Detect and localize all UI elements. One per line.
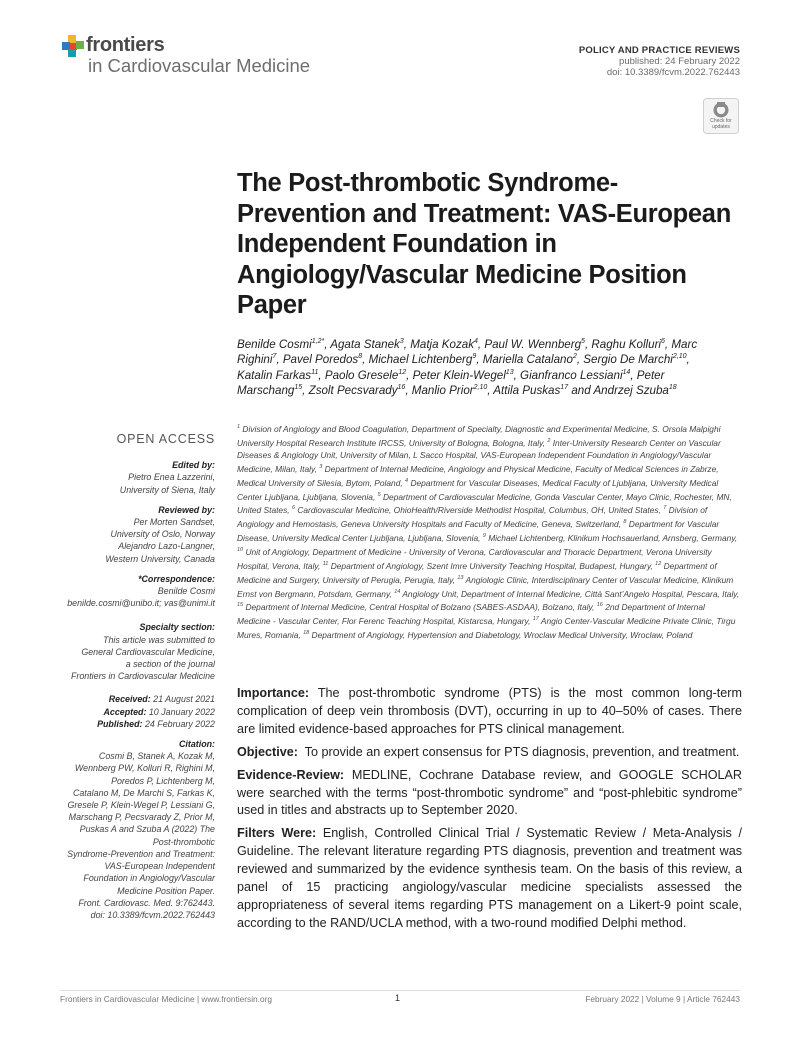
- author-affiliation-ref: 16: [397, 384, 406, 392]
- citation-text: [60, 750, 215, 921]
- check-updates-label: Check for updates: [710, 118, 732, 130]
- author-affiliation-ref: 2: [572, 353, 577, 361]
- correspondence-section: [60, 573, 215, 610]
- author-name[interactable]: Manlio Prior: [411, 383, 474, 397]
- received-date: [60, 693, 215, 705]
- accepted-date: [60, 706, 215, 718]
- affiliation-number: 1: [237, 424, 241, 430]
- affiliation-text: Division of Angiology and Blood Coagulation, Department of Specialty, Diagnostic and Experimental Medicine, S. Orsola Malpighi University Hospital Research Institute IRCSS, University of Bologna, Bologna, Italy,: [237, 423, 721, 448]
- affiliation-number: 15: [237, 602, 244, 609]
- reviewer-affiliation: University of Oslo, Norway: [110, 529, 215, 540]
- abstract-text: MEDLINE, Cochrane Database review, and GOOGLE SCHOLAR were searched with the terms “post-thrombotic syndrome” and “post-phlebitic syndrome” used in titles and abstracts up to September 2020.: [237, 767, 746, 818]
- check-for-updates-button[interactable]: [703, 98, 739, 134]
- footer-issue: February 2022 | Volume 9 | Article 762443: [585, 994, 740, 1004]
- dates-section: [60, 693, 215, 730]
- abstract-paragraph: [237, 825, 746, 932]
- published-label: Published:: [97, 718, 143, 729]
- author-name[interactable]: Katalin Farkas: [237, 368, 312, 382]
- reviewer-name[interactable]: Per Morten Sandset,: [133, 517, 215, 528]
- affiliation-text: Department of Angiology, Hypertension and Diabetology, Wroclaw Medical University, Wroclaw, Poland: [311, 629, 693, 640]
- edited-by-label: Edited by:: [172, 460, 215, 471]
- citation-line: Cosmi B, Stanek A, Kozak M,: [98, 751, 215, 762]
- citation-line: Catalano M, De Marchi S, Farkas K,: [72, 787, 215, 798]
- frontiers-logo-icon: [62, 35, 84, 57]
- specialty-section: [60, 621, 215, 682]
- affiliation-number: 10: [237, 546, 244, 553]
- abstract: [237, 685, 746, 938]
- author-name[interactable]: Attila Puskas: [493, 383, 561, 397]
- abstract-paragraph: [237, 685, 746, 739]
- author-name[interactable]: Sergio De Marchi: [583, 353, 673, 367]
- author-name[interactable]: Agata Stanek: [330, 338, 400, 351]
- author-name[interactable]: Marc Righini: [237, 338, 698, 367]
- author-affiliation-ref: 6: [661, 338, 665, 346]
- affiliation-text: Inter-University Research Center on Vascular Diseases & Angiology Unit, University of Milan, L Sacco Hospital, VAS-European Independent Foundation in Angiology/Vascular Medicine, Milan, Italy,: [237, 437, 721, 474]
- abstract-heading: Evidence-Review:: [237, 767, 345, 782]
- author-name[interactable]: Paolo Gresele: [324, 368, 399, 382]
- published-value: 24 February 2022: [144, 718, 215, 729]
- author-name[interactable]: Andrzej Szuba: [593, 383, 669, 397]
- affiliation-text: Cardiovascular Medicine, OhioHealth/Riverside Methodist Hospital, Columbus, OH, United States,: [297, 505, 664, 516]
- open-access-label: OPEN ACCESS: [116, 432, 215, 446]
- author-affiliation-ref: 4: [474, 338, 478, 346]
- correspondence-label: *Correspondence:: [138, 573, 215, 584]
- abstract-heading: Filters Were:: [237, 826, 317, 841]
- correspondent-email[interactable]: benilde.cosmi@unibo.it; vas@unimi.it: [67, 598, 215, 609]
- citation-section: [60, 738, 215, 921]
- accepted-label: Accepted:: [103, 706, 147, 717]
- correspondent-name: Benilde Cosmi: [157, 586, 215, 597]
- affiliation-number: 17: [532, 616, 539, 623]
- editor-affiliation: University of Siena, Italy: [119, 484, 215, 495]
- citation-line: Medicine Position Paper.: [117, 885, 215, 896]
- affiliation-text: Department for Vascular Disease, University Medical Center Ljubljana, Ljubljana, Slovenia,: [237, 519, 720, 543]
- citation-line: Marschang P, Pecsvarady Z, Prior M,: [68, 812, 215, 823]
- author-affiliation-ref: 3: [399, 338, 404, 346]
- author-affiliation-ref: 2,10: [473, 384, 488, 392]
- author-name[interactable]: Zsolt Pecsvarady: [308, 383, 398, 397]
- citation-line: Gresele P, Klein-Wegel P, Lessiani G,: [67, 800, 215, 811]
- specialty-line: Frontiers in Cardiovascular Medicine: [70, 671, 215, 682]
- citation-line: Front. Cardiovasc. Med. 9:762443.: [78, 897, 215, 908]
- affiliation-text: Department of Internal Medicine, Angiology and Physical Medicine, Faculty of Medical Sciences in Zabrze, Medical University of Silesia, Bytom, Poland,: [237, 463, 719, 488]
- citation-line: Poredos P, Lichtenberg M,: [111, 775, 215, 786]
- article-type: POLICY AND PRACTICE REVIEWS: [578, 45, 740, 56]
- editor-name[interactable]: Pietro Enea Lazzerini,: [128, 472, 215, 483]
- affiliation-number: 18: [303, 630, 310, 637]
- affiliation-text: Department for Vascular Diseases, Medical Faculty of Ljubljana, University Medical Center Ljubljana, Ljubljana, Slovenia,: [237, 477, 719, 502]
- specialty-line: This article was submitted to: [103, 634, 215, 645]
- published-date-sidebar: [60, 718, 215, 730]
- affiliation-number: 9: [482, 533, 486, 540]
- citation-line: VAS-European Independent: [104, 861, 215, 872]
- affiliations: [237, 421, 740, 641]
- affiliation-number: 16: [596, 602, 603, 609]
- reviewer-affiliation: Western University, Canada: [105, 553, 215, 564]
- affiliation-number: 6: [291, 505, 295, 512]
- affiliation-number: 11: [322, 560, 329, 567]
- affiliation-number: 12: [655, 560, 662, 567]
- received-label: Received:: [108, 694, 151, 705]
- author-affiliation-ref: 17: [560, 384, 569, 392]
- footer-journal[interactable]: Frontiers in Cardiovascular Medicine | www.frontiersin.org: [60, 994, 272, 1004]
- author-name[interactable]: Matja Kozak: [410, 338, 475, 351]
- published-date: published: 24 February 2022: [619, 56, 740, 67]
- abstract-heading: Objective:: [237, 744, 298, 759]
- page-number: 1: [395, 993, 401, 1003]
- author-affiliation-ref: 1,2*: [311, 338, 325, 346]
- author-name[interactable]: Peter Marschang: [237, 368, 665, 397]
- article-meta: [579, 45, 740, 78]
- affiliation-number: 7: [663, 505, 667, 512]
- reviewer-name[interactable]: Alejandro Lazo-Langner,: [118, 541, 215, 552]
- abstract-text: To provide an expert consensus for PTS diagnosis, prevention, and treatment.: [297, 744, 740, 759]
- author-affiliation-ref: 15: [294, 384, 303, 392]
- journal-name: in Cardiovascular Medicine: [88, 55, 311, 76]
- reviewed-by-section: [60, 504, 215, 565]
- affiliation-text: Angiologic Clinic, Interdisciplinary Center of Vascular Medicine, Klinikum Ernst von Bergmann, Potsdam, Germany,: [237, 574, 734, 599]
- edited-by-section: [60, 459, 215, 496]
- citation-label: Citation:: [179, 739, 215, 750]
- affiliation-text: Michael Lichtenberg, Klinikum Hochsauerland, Arnsberg, Germany,: [488, 532, 738, 543]
- author-name[interactable]: Paul W. Wennberg: [484, 338, 582, 351]
- specialty-label: Specialty section:: [139, 622, 215, 633]
- footer-divider: [60, 990, 740, 991]
- journal-logo[interactable]: [62, 33, 322, 83]
- affiliation-number: 13: [457, 574, 464, 581]
- author-list: Benilde Cosmi$^{1,2*}$, Agata Stanek$^3$, Matja Kozak$^4$, Paul W. Wennberg$^5$, Raghu Kolluri$^6$, Marc Righini$^7$, Pavel Poredos$^8$, Michael Lichtenberg$^9$, Mariella Catalano$^2$, Sergio De Marchi$^{2,10}$, Katalin Farkas$^{11}$, Paolo Gresele$^{12}$, Peter Klein-Wegel$^{13}$, Gianfranco Lessiani$^{14}$, Peter Marschang$^{15}$, Zsolt Pecsvarady$^{16}$, Manlio Prior$^{2,10}$, Attila Puskas$^{17}$ and Andrzej Szuba$^{18}$: [237, 338, 698, 397]
- author-affiliation-ref: 11: [311, 368, 319, 376]
- abstract-paragraph: [237, 767, 746, 821]
- author-affiliation-ref: 9: [472, 353, 477, 361]
- author-name[interactable]: Mariella Catalano: [482, 353, 573, 367]
- author-affiliation-ref: 8: [358, 353, 363, 361]
- reviewed-by-label: Reviewed by:: [158, 504, 215, 515]
- author-name[interactable]: Raghu Kolluri: [591, 338, 662, 351]
- article-title: The Post-thrombotic Syndrome-Prevention and Treatment: VAS-European Independent Foundation in Angiology/Vascular Medicine Position Paper: [237, 169, 731, 319]
- author-name[interactable]: Pavel Poredos: [282, 353, 359, 367]
- author-affiliation-ref: 7: [272, 353, 277, 361]
- affiliation-text: Angiology Unit, Department of Internal Medicine, Città Sant’Angelo Hospital, Pescara, Italy,: [402, 588, 740, 599]
- accepted-value: 10 January 2022: [148, 706, 215, 717]
- affiliation-text: Angio Center-Vascular Medicine Private Clinic, Tirgu Mures, Romania,: [237, 616, 736, 640]
- author-affiliation-ref: 18: [668, 384, 677, 392]
- author-affiliation-ref: 5: [581, 338, 585, 346]
- affiliation-text: Department of Internal Medicine, Central Hospital of Bolzano (SABES-ASDAA), Bolzano, Italy,: [245, 602, 597, 613]
- affiliation-number: 14: [394, 588, 401, 595]
- abstract-heading: Importance:: [237, 686, 310, 700]
- affiliation-text: Unit of Angiology, Department of Medicine - University of Verona, Cardiovascular and Thoracic Department, Verona University Hospital, Verona, Italy,: [237, 546, 712, 571]
- abstract-paragraph: [237, 744, 742, 762]
- logo-name: frontiers: [86, 34, 165, 56]
- citation-line: Foundation in Angiology/Vascular: [83, 873, 215, 884]
- author-affiliation-ref: 2,10: [672, 353, 687, 361]
- affiliation-text: 2nd Department of Internal Medicine - Vascular Center, Flor Ferenc Teaching Hospital, Kistarcsa, Hungary,: [237, 602, 705, 627]
- received-value: 21 August 2021: [153, 694, 215, 705]
- citation-line: Post-thrombotic: [152, 836, 215, 847]
- citation-line: doi: 10.3389/fcvm.2022.762443: [90, 909, 215, 920]
- author-affiliation-ref: 13: [505, 368, 514, 376]
- author-affiliation-ref: 12: [398, 368, 407, 376]
- author-name[interactable]: Michael Lichtenberg: [368, 353, 473, 367]
- affiliation-number: 8: [623, 519, 627, 526]
- affiliation-number: 5: [377, 491, 381, 498]
- affiliation-text: Department of Medicine and Surgery, University of Perugia, Perugia, Italy,: [237, 560, 717, 585]
- affiliation-number: 4: [405, 477, 409, 484]
- abstract-text: English, Controlled Clinical Trial / Systematic Review / Meta-Analysis / Guideline. The relevant literature regarding PTS diagnosis, prevention and treatment was reviewed and summarized by the evidence synthesis team. On the basis of this review, a panel of 15 practicing angiology/vascular medicine specialists assessed the appropriateness of several items regarding PTS management on a Likert-9 point scale, according to the RAND/UCLA method, with a two-round modified Delphi method.: [237, 826, 746, 930]
- doi[interactable]: doi: 10.3389/fcvm.2022.762443: [606, 67, 740, 78]
- citation-line: Puskas A and Szuba A (2022) The: [79, 824, 215, 835]
- affiliation-text: Department of Cardiovascular Medicine, Gonda Vascular Center, Mayo Clinic, Rochester, MN, United States,: [237, 491, 732, 516]
- citation-line: Syndrome-Prevention and Treatment:: [67, 848, 215, 859]
- affiliation-number: 2: [547, 437, 551, 444]
- affiliation-text: Department of Angiology, Szent Imre University Teaching Hospital, Budapest, Hungary,: [330, 560, 656, 571]
- author-affiliation-ref: 14: [622, 368, 631, 376]
- citation-line: Wennberg PW, Kolluri R, Righini M,: [74, 763, 215, 774]
- affiliation-text: Division of Angiology and Hemostasis, Geneva University Hospitals and Faculty of Medicine, Geneva, Switzerland,: [237, 505, 708, 530]
- specialty-line: General Cardiovascular Medicine,: [81, 646, 215, 657]
- author-name[interactable]: Benilde Cosmi: [237, 338, 312, 351]
- article-info-sidebar: [60, 433, 215, 929]
- author-name[interactable]: Peter Klein-Wegel: [412, 368, 506, 382]
- affiliation-number: 3: [319, 463, 323, 470]
- specialty-line: a section of the journal: [125, 659, 215, 670]
- abstract-text: The post-thrombotic syndrome (PTS) is the most common long-term complication of deep vein thrombosis (DVT), occurring in up to 40–50% of cases. There are limited evidence-based approaches for PTS clinical management.: [237, 686, 746, 736]
- author-name[interactable]: Gianfranco Lessiani: [520, 368, 623, 382]
